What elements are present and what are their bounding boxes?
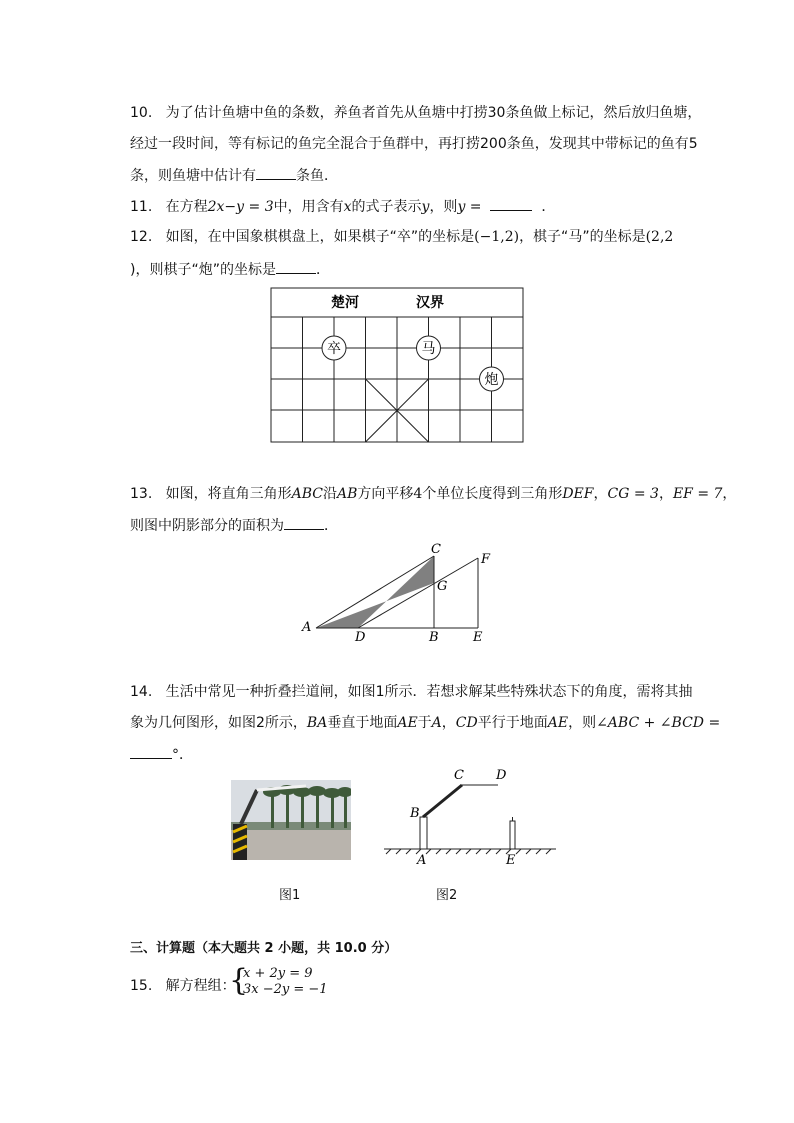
q13-text-line2: 则图中阴影部分的面积为 (130, 518, 284, 534)
figure1-caption: 图1 (279, 888, 301, 903)
q14-number: 14. (130, 684, 153, 700)
label-e: E (506, 853, 516, 868)
q11-text: 中，用含有 (273, 199, 344, 215)
q13-triangle-def: DEF (562, 486, 594, 502)
q11-text: ，则 (429, 199, 458, 215)
q13-text: ， (593, 486, 608, 502)
q11-number: 11. (130, 199, 153, 215)
q12-coord-zu: (−1,2) (474, 229, 520, 245)
q14-text: ， (441, 715, 456, 731)
river-left-label: 楚河 (331, 295, 359, 311)
q13-text: 方向平移 (357, 486, 414, 502)
q13-triangle-abc: ABC (291, 486, 323, 502)
q15-text: 解方程组： (165, 978, 236, 994)
q10-number: 10. (130, 105, 153, 121)
q10-text-line1: 为了估计鱼塘中鱼的条数，养鱼者首先从鱼塘中打捞30条鱼做上标记，然后放归鱼塘， (165, 105, 702, 121)
piece-pao-label: 炮 (484, 372, 499, 388)
q10-line1 (130, 103, 701, 123)
q13-segment-ab: AB (337, 486, 358, 502)
q10-answer-blank[interactable] (256, 165, 296, 180)
q14-text: 垂直于地面 (327, 715, 398, 731)
q13-line1 (130, 484, 736, 504)
q14-line3 (130, 744, 193, 765)
barrier-geometry-figure (380, 765, 560, 870)
system-brace: { (229, 963, 249, 998)
label-d: D (355, 630, 366, 645)
q11-equation: 2x−y = 3 (207, 199, 274, 215)
label-b: B (410, 806, 420, 821)
segment-bc (423, 785, 462, 817)
q11-line (130, 196, 555, 217)
q11-end: ． (541, 199, 556, 215)
q14-answer-blank[interactable] (130, 744, 172, 759)
q11-y-equals: y = (457, 199, 482, 215)
q14-text: ，则 (568, 715, 597, 731)
q12-coord-ma: (2,2 (645, 229, 674, 245)
q13-answer-blank[interactable] (284, 515, 324, 530)
figure2-caption: 图2 (436, 888, 458, 903)
q14-line1 (130, 682, 693, 702)
segment-ac (316, 556, 434, 628)
q13-line2 (130, 515, 338, 536)
q14-segment-ae: AE (397, 715, 418, 731)
q15-equation-1: x + 2y = 9 (243, 966, 313, 981)
q10-text-line2: 经过一段时间，等有标记的鱼完全混合于鱼群中，再打捞200条鱼，发现其中带标记的鱼有5 (130, 136, 698, 152)
section3-heading: 三、计算题（本大题共 2 小题，共 10.0 分） (130, 941, 398, 956)
q13-cg: CG = 3 (607, 486, 659, 502)
segment-df (358, 558, 478, 628)
label-g: G (437, 579, 448, 594)
q13-text: 个单位长度得到三角形 (422, 486, 563, 502)
label-d: D (496, 768, 507, 783)
q12-text: 如图，在中国象棋棋盘上，如果棋子“卒”的坐标是 (165, 229, 475, 245)
ground-hatching (386, 849, 551, 854)
q12-line1 (130, 227, 673, 247)
q13-text: ， (722, 486, 737, 502)
q11-text: 的式子表示 (351, 199, 422, 215)
q10-text-line3b: 条鱼． (296, 168, 338, 184)
q12-number: 12. (130, 229, 153, 245)
q14-text-line1: 生活中常见一种折叠拦道闸，如图1所示．若想求解某些特殊状态下的角度，需将其抽 (165, 684, 693, 700)
q11-answer-blank[interactable] (490, 196, 532, 211)
q14-segment-cd: CD (455, 715, 478, 731)
q12-text: ，棋子“马”的坐标是 (519, 229, 646, 245)
q12-text-line2: )，则棋子“炮”的坐标是 (130, 262, 276, 278)
q14-text: 于 (417, 715, 432, 731)
label-c: C (454, 768, 464, 783)
piece-ma-label: 马 (421, 341, 436, 357)
q13-ef: EF = 7 (672, 486, 723, 502)
q13-number: 13. (130, 486, 153, 502)
q10-line3 (130, 165, 338, 186)
q13-units: 4 (413, 486, 423, 502)
label-a: A (302, 620, 312, 635)
q14-point-a: A (431, 715, 442, 731)
barrier-gate-photo (231, 780, 351, 860)
label-f: F (481, 552, 491, 567)
post-e (510, 821, 515, 849)
q15-number: 15. (130, 978, 153, 994)
q14-text: 平行于地面 (477, 715, 548, 731)
q11-var-y: y (421, 199, 430, 215)
q14-end: °． (172, 747, 193, 763)
q13-text: 如图，将直角三角形 (165, 486, 292, 502)
q14-segment-ae: AE (547, 715, 569, 731)
q14-text: 象为几何图形，如图2所示， (130, 715, 307, 731)
q13-end: ． (324, 518, 338, 534)
q13-text: ， (658, 486, 673, 502)
chess-board-figure (270, 287, 524, 443)
q14-segment-ba: BA (306, 715, 328, 731)
label-b: B (429, 630, 439, 645)
post-ba (420, 817, 427, 849)
label-a: A (417, 853, 427, 868)
translated-triangles-figure (296, 538, 506, 648)
q14-angle-sum: ∠ABC + ∠BCD = (596, 715, 721, 731)
q14-line2 (130, 713, 720, 733)
q10-line2 (130, 134, 698, 154)
photo-road (231, 828, 351, 860)
q15-line (130, 976, 236, 996)
q11-text: 在方程 (165, 199, 208, 215)
q12-end: ． (315, 262, 330, 278)
q12-answer-blank[interactable] (276, 259, 316, 274)
piece-zu-label: 卒 (327, 341, 341, 357)
q15-equation-2: 3x −2y = −1 (243, 982, 328, 997)
q10-text-line3a: 条，则鱼塘中估计有 (130, 168, 256, 184)
label-e: E (473, 630, 483, 645)
river-right-label: 汉界 (416, 295, 444, 311)
q11-var-x: x (343, 199, 352, 215)
q12-line2 (130, 259, 330, 280)
q13-text: 沿 (323, 486, 337, 502)
label-c: C (431, 542, 441, 557)
